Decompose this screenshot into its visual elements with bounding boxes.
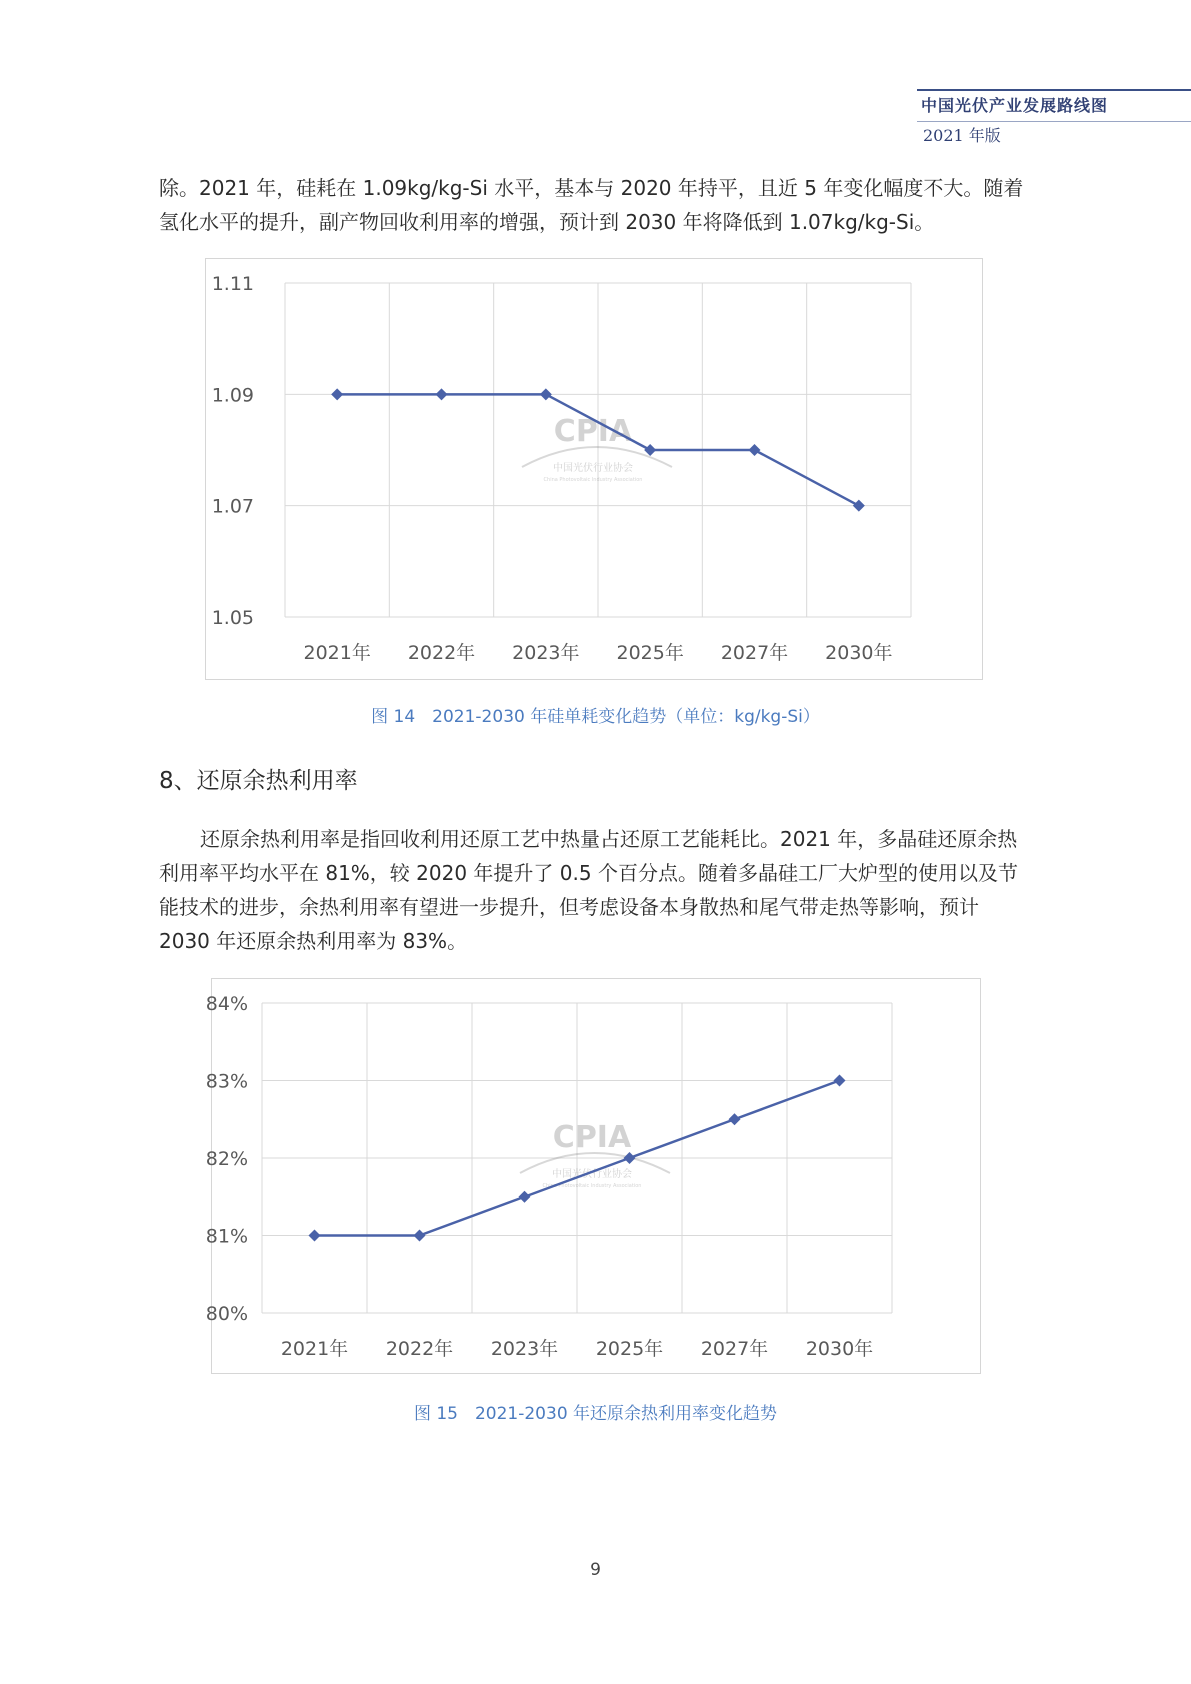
report-edition: 2021 年版 xyxy=(923,126,1001,145)
x-tick-label: 2025年 xyxy=(595,1338,664,1360)
data-point-marker xyxy=(436,388,448,400)
watermark-en: China Photovoltaic Industry Association xyxy=(542,1183,642,1189)
chart-waste-heat-utilization-svg xyxy=(205,979,980,1373)
x-tick-label: 2023年 xyxy=(512,642,580,664)
x-tick-label: 2027年 xyxy=(700,1338,769,1360)
watermark-logo: CPIA xyxy=(553,414,633,449)
data-point-marker xyxy=(644,444,656,456)
chart-silicon-consumption-svg xyxy=(206,259,982,679)
y-tick-label: 83% xyxy=(205,1070,248,1093)
y-tick-label: 1.05 xyxy=(211,607,254,629)
chart-silicon-consumption xyxy=(205,258,983,680)
data-point-marker xyxy=(853,500,865,512)
y-tick-label: 1.07 xyxy=(211,495,254,518)
watermark-en: China Photovoltaic Industry Association xyxy=(543,477,643,483)
report-title: 中国光伏产业发展路线图 xyxy=(921,96,1109,115)
figure-15-caption: 图 15 2021-2030 年还原余热利用率变化趋势 xyxy=(413,1404,778,1424)
figure-14-caption: 图 14 2021-2030 年硅单耗变化趋势（单位：kg/kg-Si） xyxy=(371,707,820,727)
y-tick-label: 80% xyxy=(205,1303,248,1325)
data-point-marker xyxy=(331,388,343,400)
data-point-marker xyxy=(540,388,552,400)
chart-waste-heat-utilization xyxy=(205,978,981,1374)
cpia-watermark xyxy=(520,1120,670,1189)
data-point-marker xyxy=(414,1230,426,1242)
x-tick-label: 2021年 xyxy=(303,642,371,664)
paragraph-silicon-consumption: 除。2021 年，硅耗在 1.09kg/kg-Si 水平，基本与 2020 年持平，且近 5 年变化幅度不大。随着氢化水平的提升，副产物回收利用率的增强，预计到 2030 年将降低到 1.07kg/kg-Si。 xyxy=(159,176,1024,234)
data-point-marker xyxy=(749,444,761,456)
watermark-cn: 中国光伏行业协会 xyxy=(552,1169,632,1180)
y-tick-label: 84% xyxy=(205,993,248,1015)
x-tick-label: 2025年 xyxy=(616,642,684,664)
data-point-marker xyxy=(519,1191,531,1203)
section-8-heading: 8、还原余热利用率 xyxy=(159,768,358,794)
y-tick-label: 82% xyxy=(205,1148,248,1170)
watermark-logo: CPIA xyxy=(552,1120,632,1155)
page-number: 9 xyxy=(590,1560,601,1580)
x-tick-label: 2022年 xyxy=(385,1338,454,1360)
x-tick-label: 2021年 xyxy=(280,1338,349,1360)
data-point-marker xyxy=(834,1075,846,1087)
x-tick-label: 2030年 xyxy=(805,1338,874,1360)
x-tick-label: 2022年 xyxy=(407,642,476,664)
header-divider xyxy=(917,121,1191,122)
header-top-rule xyxy=(917,89,1191,91)
x-tick-label: 2027年 xyxy=(720,642,789,664)
y-tick-label: 1.11 xyxy=(211,273,254,295)
data-point-marker xyxy=(309,1230,321,1242)
watermark-cn: 中国光伏行业协会 xyxy=(553,463,633,474)
x-tick-label: 2023年 xyxy=(490,1338,559,1360)
y-tick-label: 1.09 xyxy=(211,384,254,407)
paragraph-waste-heat: 还原余热利用率是指回收利用还原工艺中热量占还原工艺能耗比。2021 年，多晶硅还原余热利用率平均水平在 81%，较 2020 年提升了 0.5 个百分点。随着多晶硅工厂大炉型的使用以及节能技术的进步，余热利用率有望进一步提升，但考虑设备本身散热和尾气带走热等影响，预计 2030 年还原余热利用率为 83%。 xyxy=(159,827,1018,953)
y-tick-label: 81% xyxy=(205,1225,248,1248)
x-tick-label: 2030年 xyxy=(825,642,893,664)
data-point-marker xyxy=(729,1113,741,1125)
